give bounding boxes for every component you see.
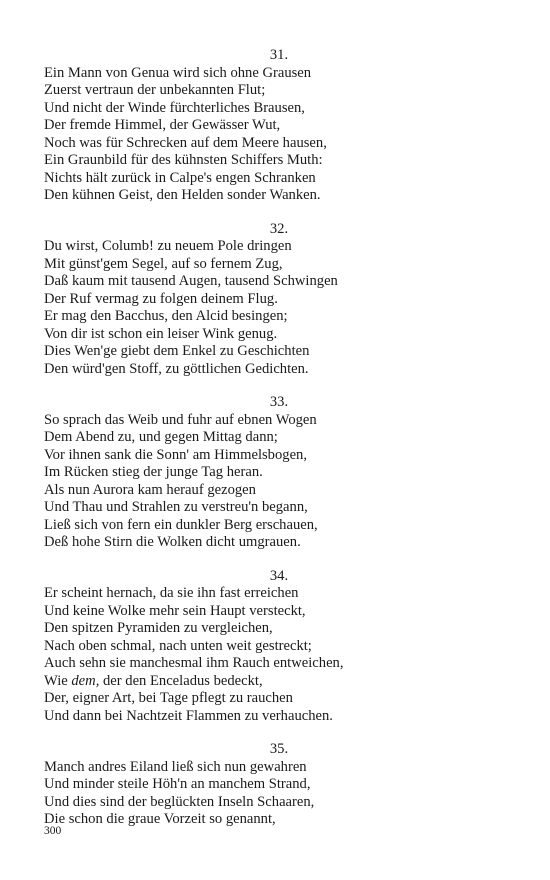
stanza xyxy=(44,47,514,205)
verse-line: Und keine Wolke mehr sein Haupt versteckt, xyxy=(44,602,306,619)
stanza-number: 35. xyxy=(269,741,289,757)
verse-line: Noch was für Schrecken auf dem Meere hausen, xyxy=(44,134,327,151)
verse-line: Als nun Aurora kam herauf gezogen xyxy=(44,481,256,498)
page-number: 300 xyxy=(44,825,62,837)
verse-line: Mit günst'gem Segel, auf so fernem Zug, xyxy=(44,255,283,272)
verse-line: Und minder steile Höh'n an manchem Strand, xyxy=(44,776,311,792)
poem-body xyxy=(44,47,514,845)
verse-line: Er scheint hernach, da sie ihn fast erreichen xyxy=(44,585,299,601)
verse-line: So sprach das Weib und fuhr auf ebnen Wogen xyxy=(44,411,317,428)
verse-line: Ein Graunbild für des kühnsten Schiffers Muth: xyxy=(44,152,323,168)
verse-line: Vor ihnen sank die Sonn' am Himmelsbogen, xyxy=(44,446,307,463)
verse-line: Den kühnen Geist, den Helden sonder Wanken. xyxy=(44,187,321,203)
stanza xyxy=(44,394,514,552)
verse-line: Und nicht der Winde fürchterliches Brausen, xyxy=(44,99,305,116)
verse-line: Und dies sind der beglückten Inseln Schaaren, xyxy=(44,793,315,810)
verse-line: Der Ruf vermag zu folgen deinem Flug. xyxy=(44,290,278,307)
stanza xyxy=(44,221,514,379)
verse-line: Zuerst vertraun der unbekannten Flut; xyxy=(44,82,266,98)
verse-line: Dem Abend zu, und gegen Mittag dann; xyxy=(44,429,278,445)
verse-line: Wie dem, der den Enceladus bedeckt, xyxy=(44,672,263,689)
stanza-number: 34. xyxy=(269,567,289,584)
emphasis: dem, xyxy=(71,672,100,689)
stanza xyxy=(44,741,514,829)
verse-line: Dies Wen'ge giebt dem Enkel zu Geschichten xyxy=(44,343,310,359)
verse-line: Der fremde Himmel, der Gewässer Wut, xyxy=(44,117,281,133)
verse-line: Den spitzen Pyramiden zu vergleichen, xyxy=(44,620,273,636)
verse-line: Daß kaum mit tausend Augen, tausend Schwingen xyxy=(44,273,338,289)
stanza xyxy=(44,568,514,726)
verse-line: Ein Mann von Genua wird sich ohne Grausen xyxy=(44,64,312,81)
verse-line: Er mag den Bacchus, den Alcid besingen; xyxy=(44,308,288,324)
verse-line: Und Thau und Strahlen zu verstreu'n begann, xyxy=(44,499,308,515)
verse-line: Ließ sich von fern ein dunkler Berg erschauen, xyxy=(44,516,318,533)
verse-line: Du wirst, Columb! zu neuem Pole dringen xyxy=(44,238,292,254)
stanza-number: 32. xyxy=(269,220,289,237)
verse-line: Die schon die graue Vorzeit so genannt, xyxy=(44,811,276,827)
verse-line: Im Rücken stieg der junge Tag heran. xyxy=(44,464,263,480)
stanza-number: 31. xyxy=(269,47,289,63)
verse-line: Und dann bei Nachtzeit Flammen zu verhauchen. xyxy=(44,707,333,724)
stanza-number: 33. xyxy=(269,394,289,410)
verse-line: Deß hohe Stirn die Wolken dicht umgrauen. xyxy=(44,534,301,550)
verse-line: Nach oben schmal, nach unten weit gestreckt; xyxy=(44,637,312,654)
verse-line: Den würd'gen Stoff, zu göttlichen Gedichten. xyxy=(44,360,309,377)
verse-line: Nichts hält zurück in Calpe's engen Schranken xyxy=(44,169,316,186)
verse-line: Der, eigner Art, bei Tage pflegt zu rauchen xyxy=(44,690,293,706)
verse-line: Auch sehn sie manchesmal ihm Rauch entweichen, xyxy=(44,655,344,671)
verse-line: Manch andres Eiland ließ sich nun gewahren xyxy=(44,758,307,775)
verse-line: Von dir ist schon ein leiser Wink genug. xyxy=(44,325,278,342)
